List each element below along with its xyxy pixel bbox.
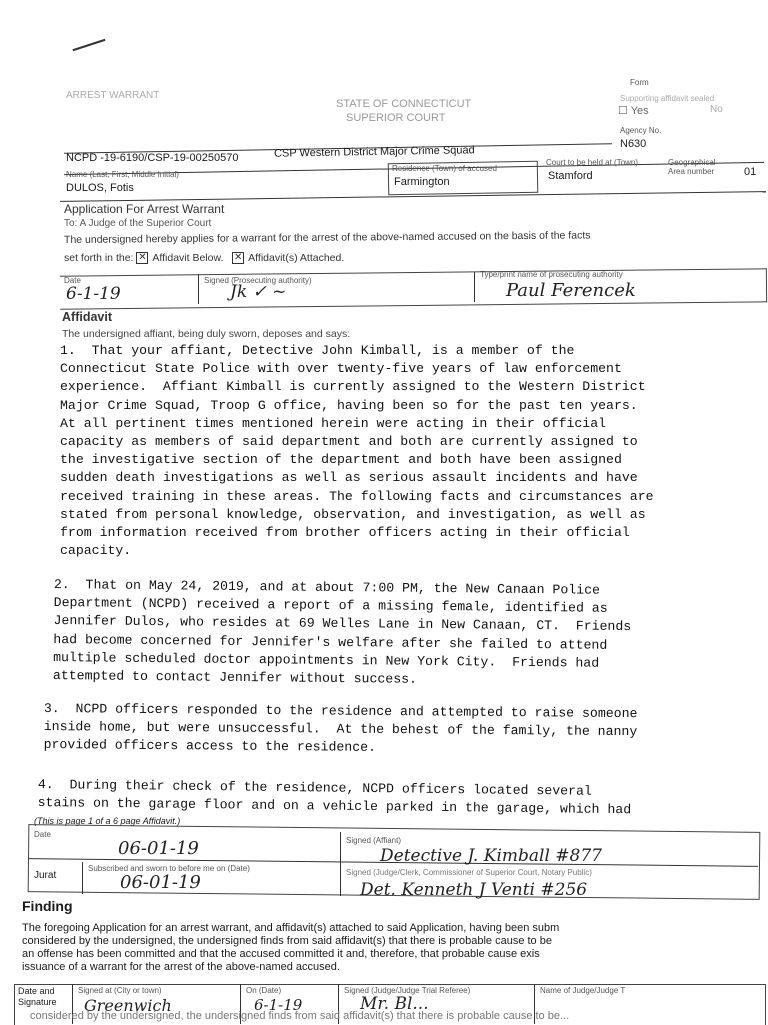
stray-pen-mark (73, 39, 106, 51)
agency-number: N630 (620, 138, 647, 150)
prosecutor-name-signature: Paul Ferencek (506, 280, 636, 301)
prosecutor-type-label: Type/print name of prosecuting authority (480, 270, 623, 279)
judge-signature: Mr. Bl... (360, 994, 429, 1014)
application-text-2 (64, 252, 344, 264)
date-sig-label: Date and Signature (18, 986, 57, 1007)
affidavit-paragraph-4 (38, 776, 762, 821)
faded-header-left: ARREST WARRANT (66, 90, 160, 101)
signed-affiant-label: Signed (Affiant) (346, 836, 401, 845)
application-to: To: A Judge of the Superior Court (64, 218, 212, 229)
sworn-date: 06-01-19 (120, 872, 201, 893)
paragraph-1-line: capacity as members of said department and both are currently assigned to (60, 434, 638, 450)
signature-row-box (60, 268, 767, 309)
name-label: Name (Last, First, Middle Initial) (66, 170, 179, 179)
geo-number: 01 (744, 166, 757, 178)
paragraph-1-line: stated from personal knowledge, observation, and investigation, as well as (60, 506, 646, 522)
paragraph-2-line: attempted to contact Jennifer without success. (52, 668, 418, 687)
prosecutor-signed-label: Signed (Prosecuting authority) (204, 276, 312, 285)
paragraph-1-line: from information received from brother officers acting in their official (60, 525, 630, 541)
yes-label: Yes (630, 105, 649, 117)
accused-name: DULOS, Fotis (66, 182, 134, 194)
geo-label: Geographical Area number (668, 158, 716, 176)
affidavit-below-checkbox: ✕ (138, 252, 147, 264)
on-date-value: 6-1-19 (254, 996, 303, 1014)
affidavit-below-label: Affidavit Below. (152, 252, 224, 264)
paragraph-2-line: Department (NCPD) received a report of a missing female, identified as (53, 595, 608, 617)
paragraph-1-line: capacity. (60, 543, 132, 559)
affidavit-attached-label: Affidavit(s) Attached. (248, 252, 345, 264)
affidavit-paragraph-2 (53, 576, 768, 693)
case-number: NCPD -19-6190/CSP-19-00250570 (66, 152, 239, 164)
finding-text-line: issuance of a warrant for the arrest of the above-named accused. (22, 961, 340, 973)
sig-divider-2 (474, 272, 475, 302)
jurat-date-label: Date (34, 830, 51, 839)
paragraph-2-line: multiple scheduled doctor appointments in New York City. Friends had (53, 649, 600, 671)
agency-label: Agency No. (620, 126, 662, 135)
finding-text-line: considered by the undersigned, the undersigned finds from said affidavit(s) that there is probable cause to be (22, 935, 552, 947)
paragraph-1-line: the investigative section of the department and both have been assigned (60, 452, 622, 468)
paragraph-2-line: 2. That on May 24, 2019, and at about 7:00 PM, the New Canaan Police (53, 576, 601, 598)
paragraph-1-line: Major Crime Squad, Troop G office, having been so for the past ten years. (60, 397, 638, 413)
affidavit-paragraph-3 (44, 700, 768, 761)
judge-signed-label: Signed (Judge/Judge Trial Referee) (344, 986, 471, 995)
application-title: Application For Arrest Warrant (64, 202, 225, 216)
sworn-label: Subscribed and sworn to before me on (Date) (88, 864, 250, 873)
signed-at-label: Signed at (City or town) (78, 986, 162, 995)
paragraph-1-line: At all pertinent times mentioned herein were acting in their official (60, 415, 607, 431)
agency-name: CSP Western District Major Crime Squad (273, 144, 475, 160)
residence-label: Residence (Town) of accused (392, 164, 497, 173)
affidavit-paragraph-1 (60, 342, 768, 560)
jurat-label: Jurat (34, 870, 57, 881)
paragraph-1-line: received training in these areas. The following facts and circumstances are (60, 488, 654, 504)
paragraph-3-line: inside home, but were unsuccessful. At the behest of the family, the nanny (43, 719, 638, 740)
court-heading: SUPERIOR COURT (346, 112, 446, 124)
paragraph-4-line: 4. During their check of the residence, NCPD officers located several (37, 776, 592, 799)
finding-text-line: The foregoing Application for an arrest warrant, and affidavit(s) attached to said Application, having been subm (22, 922, 560, 934)
court-town-value: Stamford (548, 170, 593, 182)
court-town-label: Court to be held at (Town) (546, 158, 639, 167)
no-option: No (710, 104, 723, 115)
set-forth-label: set forth in the: (64, 252, 134, 264)
residence-value: Farmington (394, 176, 450, 188)
page-note: (This is page 1 of a 6 page Affidavit.) (34, 816, 181, 826)
paragraph-1-line: 1. That your affiant, Detective John Kimball, is a member of the (60, 343, 575, 358)
signed-clerk-label: Signed (Judge/Clerk, Commissioner of Superior Court, Notary Public) (346, 868, 592, 877)
paragraph-4-line: stains on the garage floor and on a vehicle parked in the garage, which had (37, 795, 632, 818)
date-label: Date (64, 276, 81, 285)
paragraph-1-line: experience. Affiant Kimball is currently assigned to the Western District (60, 379, 646, 395)
sig-divider-1 (198, 274, 199, 304)
paragraph-3-line: provided officers access to the residence. (43, 737, 377, 756)
prosecutor-signature: Jk ✓ ~ (230, 282, 287, 302)
signed-at-value: Greenwich (84, 996, 172, 1015)
date-value: 6-1-19 (66, 284, 121, 304)
affiant-signature: Detective J. Kimball #877 (380, 846, 602, 866)
jurat-date-value: 06-01-19 (118, 838, 199, 859)
paragraph-3-line: 3. NCPD officers responded to the residence and attempted to raise someone (43, 700, 638, 722)
judge-name-label: Name of Judge/Judge T (540, 986, 626, 995)
paragraph-1-line: sudden death investigations as well as serious assault incidents and have (60, 470, 638, 486)
finding-title: Finding (22, 898, 73, 914)
jurat-vert-1 (82, 862, 83, 894)
supporting-label: Supporting affidavit sealed (620, 94, 715, 103)
paragraph-1-line: Connecticut State Police with over twenty-five years of law enforcement (60, 361, 622, 377)
application-text-1: The undersigned hereby applies for a warrant for the arrest of the above-named accused on the basis of the facts (63, 229, 591, 246)
affidavit-title: Affidavit (62, 310, 112, 324)
finding-text (22, 922, 722, 974)
jurat-vert-2 (340, 832, 341, 896)
yes-option: ☐ Yes (618, 105, 649, 117)
on-date-label: On (Date) (246, 986, 282, 995)
paragraph-2-line: Jennifer Dulos, who resides at 69 Welles Lane in New Canaan, CT. Friends (53, 613, 632, 635)
paragraph-2-line: had become concerned for Jennifer's welfare after she failed to attend (53, 631, 608, 653)
affidavit-intro: The undersigned affiant, being duly sworn, deposes and says: (62, 328, 351, 340)
clerk-signature: Det. Kenneth J Venti #256 (360, 880, 588, 900)
form-label: Form (630, 78, 649, 87)
bleed-through-text: considered by the undersigned, the undersigned finds from said affidavit(s) that there is probable cause to be... (30, 1010, 570, 1022)
affidavit-attached-checkbox: ✕ (233, 252, 243, 264)
finding-text-line: an offense has been committed and that the accused committed it and, therefore, that probable cause exis (22, 948, 540, 960)
state-heading: STATE OF CONNECTICUT (336, 98, 472, 110)
